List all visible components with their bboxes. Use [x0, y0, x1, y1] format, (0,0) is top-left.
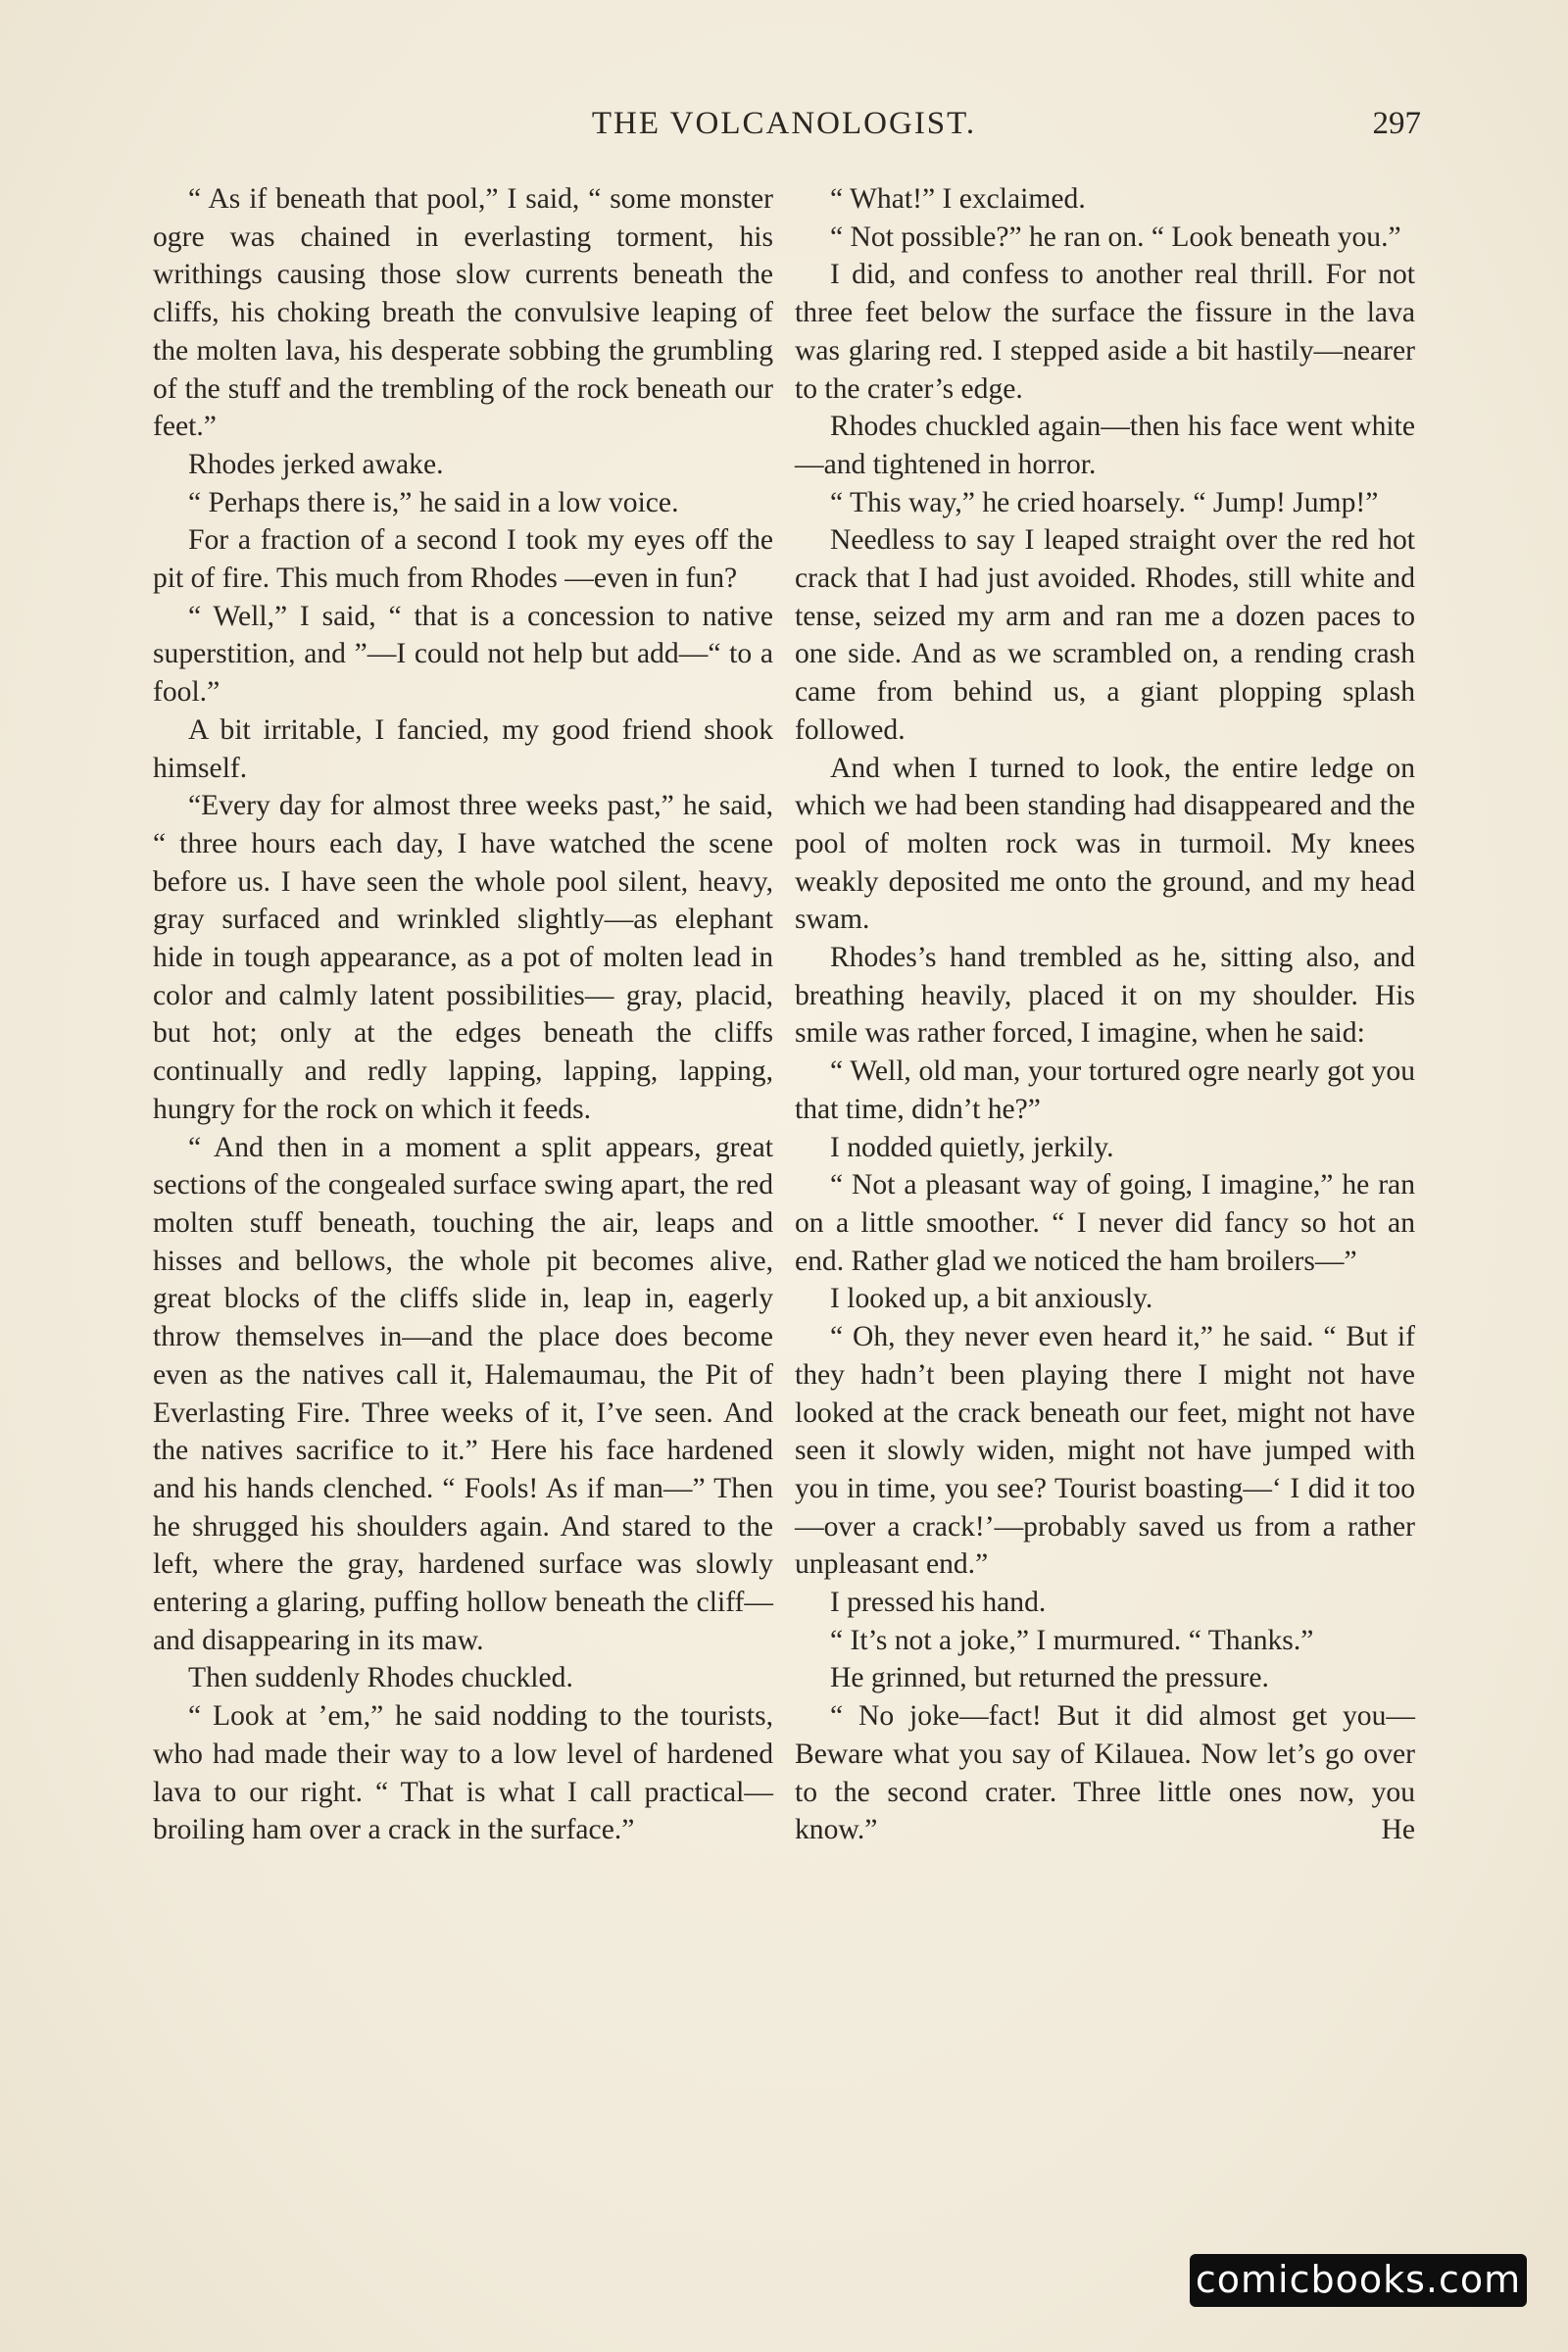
left-text-column [153, 180, 773, 1849]
paragraph: “ It’s not a joke,” I murmured. “ Thanks.” [830, 1624, 1314, 1656]
paragraph: “ As if beneath that pool,” I said, “ some monster ogre was chained in everlasting torment, his writhings causing those slow currents beneath the cliffs, his choking breath the convulsive leaping of the molten lava, his desperate sobbing the grumbling of the stuff and the trembling of the rock beneath our feet.” [153, 183, 773, 443]
paragraph: Then suddenly Rhodes chuckled. [188, 1662, 573, 1694]
watermark-text: comicbooks.com [1195, 2258, 1522, 2301]
paragraph: Rhodes chuckled again—then his face went white—and tightened in horror. [795, 411, 1415, 480]
paragraph: “ Well, old man, your tortured ogre nearly got you that time, didn’t he?” [795, 1055, 1415, 1125]
paragraph: Rhodes’s hand trembled as he, sitting also, and breathing heavily, placed it on my shoulder. His smile was rather forced, I imagine, when he said: [795, 942, 1415, 1050]
paragraph: I looked up, a bit anxiously. [830, 1283, 1153, 1315]
paragraph: “ And then in a moment a split appears, great sections of the congealed surface swing apart, the red molten stuff beneath, touching the air, leaps and hisses and bellows, the whole pit becomes alive, great blocks of the cliffs slide in, leap in, eagerly throw themselves in—and the place does become even as the natives call it, Halemaumau, the Pit of Everlasting Fire. Three weeks of it, I’ve seen. And the natives sacrifice to it.” Here his face hardened and his hands clenched. “ Fools! As if man—” Then he shrugged his shoulders again. And stared to the left, where the gray, hardened surface was slowly entering a glaring, puffing hollow beneath the cliff—and disappearing in its maw. [153, 1131, 773, 1656]
paragraph: I did, and confess to another real thrill. For not three feet below the surface the fissure in the lava was glaring red. I stepped aside a bit hastily—nearer to the crater’s edge. [795, 259, 1415, 405]
paragraph: “ Well,” I said, “ that is a concession to native superstition, and ”—I could not help but add—“ to a fool.” [153, 600, 773, 709]
paragraph: “ Not a pleasant way of going, I imagine,” he ran on a little smoother. “ I never did fancy so hot an end. Rather glad we noticed the ham broilers—” [795, 1169, 1415, 1277]
paragraph: For a fraction of a second I took my eyes off the pit of fire. This much from Rhodes —even in fun? [153, 524, 773, 595]
right-text-column [795, 180, 1415, 1849]
paragraph: “ What!” I exclaimed. [830, 183, 1086, 215]
paragraph: “ Look at ’em,” he said nodding to the tourists, who had made their way to a low level of hardened lava to our right. “ That is what I call practical—broiling ham over a crack in the surface.” [153, 1700, 773, 1846]
paragraph: I pressed his hand. [830, 1587, 1047, 1619]
paragraph: “ Not possible?” he ran on. “ Look beneath you.” [830, 220, 1401, 253]
running-head [147, 106, 1421, 165]
paragraph: He grinned, but returned the pressure. [830, 1662, 1269, 1694]
paragraph: “ No joke—fact! But it did almost get you— Beware what you say of Kilauea. Now let’s go over to the second crater. Three little ones now, you know.” He [795, 1700, 1415, 1846]
paragraph: And when I turned to look, the entire ledge on which we had been standing had disappeared and the pool of molten rock was in turmoil. My knees weakly deposited me onto the ground, and my head swam. [795, 752, 1415, 936]
paragraph: “Every day for almost three weeks past,” he said, “ three hours each day, I have watched the scene before us. I have seen the whole pool silent, heavy, gray surfaced and wrinkled slightly—as elephant hide in tough appearance, as a pot of molten lead in color and calmly latent possibilities— gray, placid, but hot; only at the edges beneath the cliffs continually and redly lapping, lapping, lapping, hungry for the rock on which it feeds. [153, 790, 773, 1125]
paragraph: “ Oh, they never even heard it,” he said. “ But if they hadn’t been playing there I might not have looked at the crack beneath our feet, might not have seen it slowly widen, might not have jumped with you in time, you see? Tourist boasting—‘ I did it too—over a crack!’—probably saved us from a rather unpleasant end.” [795, 1321, 1415, 1581]
paragraph: Rhodes jerked awake. [188, 448, 444, 480]
paragraph: I nodded quietly, jerkily. [830, 1131, 1114, 1163]
running-title: THE VOLCANOLOGIST. [591, 106, 977, 141]
watermark [1190, 2254, 1527, 2307]
paragraph: A bit irritable, I fancied, my good friend shook himself. [153, 713, 773, 784]
page-number: 297 [1372, 106, 1421, 141]
paragraph: “ This way,” he cried hoarsely. “ Jump! Jump!” [830, 486, 1379, 518]
paragraph: “ Perhaps there is,” he said in a low voice. [188, 486, 679, 518]
paragraph: Needless to say I leaped straight over the red hot crack that I had just avoided. Rhodes, still white and tense, seized my arm and ran me a dozen paces to one side. And as we scrambled on, a rending crash came from behind us, a giant plopping splash followed. [795, 524, 1415, 746]
